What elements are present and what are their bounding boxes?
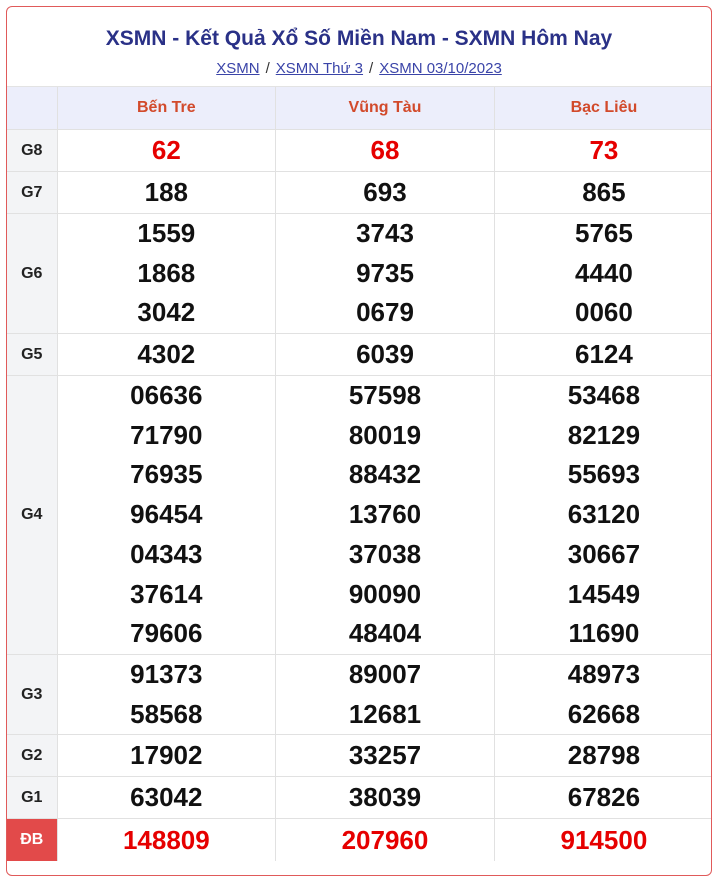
prize-cell [494,214,712,334]
prize-cell [276,376,495,655]
prize-cell [494,334,712,376]
prize-number: 12681 [348,698,422,729]
prize-number: 6124 [574,339,633,370]
breadcrumb-weekday-link[interactable]: XSMN Thứ 3 [275,60,364,77]
prize-number: 3743 [356,218,414,248]
province-ben-tre-header[interactable]: Bến Tre [57,87,276,130]
prize-number: 68 [370,135,400,165]
province-vung-tau-header[interactable]: Vũng Tàu [276,87,495,130]
prize-cell [494,819,712,862]
prize-row-g8 [7,130,712,172]
prize-cell [276,735,495,777]
prize-row-g6 [7,214,712,334]
prize-number: 90090 [348,578,422,609]
prize-number: 865 [582,177,626,207]
prize-number: 1868 [137,257,196,288]
province-bac-lieu-header[interactable]: Bạc Liêu [494,87,712,130]
prize-number: 73 [589,135,619,165]
prize-label: G6 [7,214,57,334]
prize-number: 71790 [130,419,203,450]
prize-cell [276,172,495,214]
prize-cell [276,819,495,862]
prize-label: G3 [7,654,57,734]
prize-number: 17902 [130,740,203,771]
prize-number: 48404 [348,618,422,649]
prize-number: 0679 [356,297,414,328]
prize-label: G2 [7,735,57,777]
prize-row-g4 [7,376,712,655]
prize-label: G7 [7,172,57,214]
prize-number: 914500 [560,824,648,855]
prize-number: 91373 [130,658,203,689]
prize-number: 96454 [130,499,203,530]
prize-number: 63042 [130,782,203,813]
prize-cell [57,214,276,334]
prize-cell [57,334,276,376]
prize-cell [276,334,495,376]
prize-cell [276,214,495,334]
prize-number: 13760 [348,499,422,530]
breadcrumb-separator: / [265,60,270,77]
prize-number: 55693 [567,459,641,490]
prize-number: 6039 [356,339,414,370]
prize-number: 37614 [130,578,203,609]
prize-number: 5765 [574,218,633,248]
prize-cell [494,735,712,777]
breadcrumb-date-link[interactable]: XSMN 03/10/2023 [379,60,502,77]
prize-number: 63120 [567,499,641,530]
prize-row-g3 [7,654,712,734]
prize-number: 53468 [567,380,641,411]
prize-number: 33257 [348,740,422,771]
prize-number: 82129 [567,419,641,450]
results-table [7,87,712,861]
prize-cell [57,172,276,214]
breadcrumb [7,60,711,78]
prize-number: 1559 [137,218,196,248]
prize-cell [57,819,276,862]
prize-cell [57,130,276,172]
prize-number: 62668 [567,698,641,729]
prize-number: 48973 [567,658,641,689]
prize-label: G4 [7,376,57,655]
prize-number: 88432 [348,459,422,490]
prize-number: 79606 [130,618,203,649]
prize-cell [276,130,495,172]
prize-cell [57,777,276,819]
prize-number: 4440 [574,257,633,288]
prize-label: G5 [7,334,57,376]
prize-number: 14549 [567,578,641,609]
prize-row-g5 [7,334,712,376]
prize-label: G1 [7,777,57,819]
prize-number: 693 [363,177,407,207]
prize-number: 3042 [137,297,196,328]
prize-label: ĐB [7,819,57,862]
prize-cell [494,654,712,734]
prize-row-g7 [7,172,712,214]
breadcrumb-separator: / [369,60,374,77]
page-title: XSMN - Kết Quả Xổ Số Miền Nam - SXMN Hôm Nay [105,27,613,50]
prize-number: 58568 [130,698,203,729]
prize-number: 89007 [348,658,422,689]
prize-number: 9735 [356,257,414,288]
prize-row-g2 [7,735,712,777]
prize-number: 207960 [341,824,429,855]
prize-row-g1 [7,777,712,819]
prize-number: 4302 [137,339,196,370]
prize-number: 76935 [130,459,203,490]
prize-number: 67826 [567,782,641,813]
prize-cell [494,376,712,655]
prize-number: 04343 [130,538,203,569]
prize-number: 11690 [568,618,640,649]
prize-number: 188 [144,177,189,207]
prize-number: 148809 [122,824,210,855]
prize-number: 62 [151,135,181,165]
prize-label: G8 [7,130,57,172]
prize-cell [57,735,276,777]
breadcrumb-xsmn-link[interactable]: XSMN [216,60,260,77]
prize-cell [494,777,712,819]
prize-number: 57598 [348,380,422,411]
prize-cell [494,172,712,214]
prize-number: 38039 [348,782,422,813]
results-card [6,6,712,876]
prize-cell [494,130,712,172]
province-header-row [7,87,712,130]
prize-cell [276,777,495,819]
results-header [7,7,711,87]
prize-cell [276,654,495,734]
prize-cell [57,654,276,734]
prize-header-cell [7,87,57,130]
prize-number: 80019 [348,419,422,450]
prize-number: 30667 [567,538,641,569]
prize-cell [57,376,276,655]
prize-row-db [7,819,712,862]
prize-number: 06636 [130,380,203,411]
prize-number: 0060 [574,297,633,328]
prize-number: 37038 [348,538,422,569]
prize-number: 28798 [567,740,641,771]
